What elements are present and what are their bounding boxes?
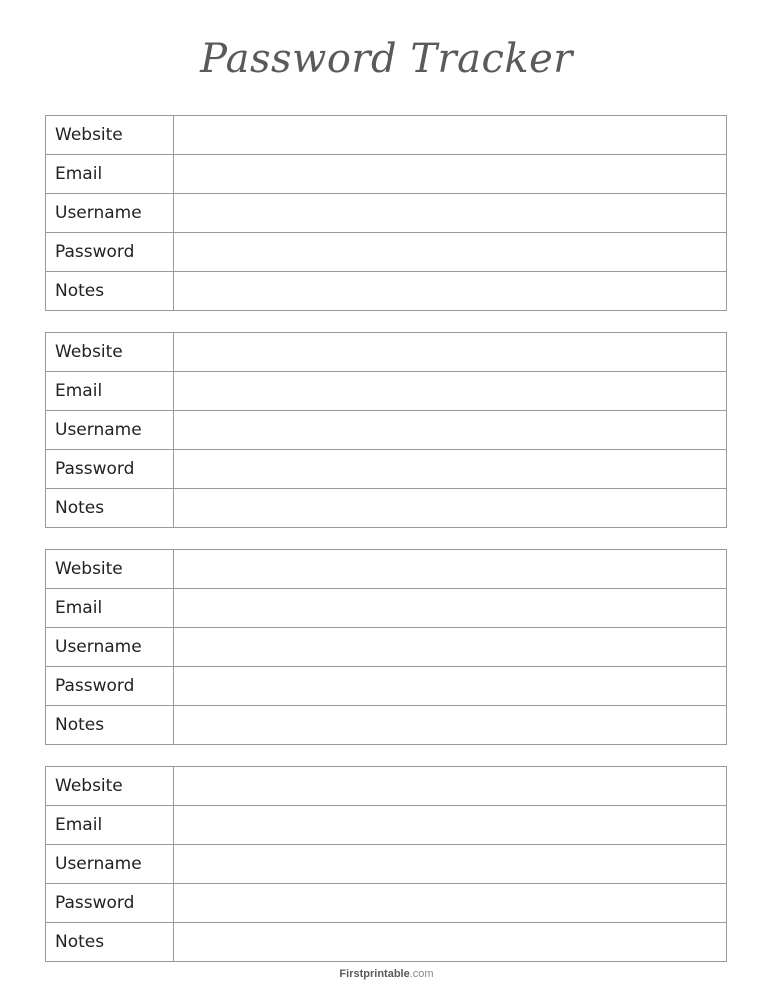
field-label: Website <box>46 767 174 805</box>
entry-row-email <box>46 805 726 844</box>
username-field[interactable] <box>174 628 726 666</box>
field-label: Email <box>46 155 174 193</box>
field-label: Email <box>46 589 174 627</box>
username-field[interactable] <box>174 411 726 449</box>
field-label: Notes <box>46 489 174 527</box>
entry-row-email <box>46 371 726 410</box>
entry-row-password <box>46 666 726 705</box>
notes-field[interactable] <box>174 272 726 310</box>
notes-field[interactable] <box>174 923 726 961</box>
field-label: Username <box>46 628 174 666</box>
entry-row-password <box>46 883 726 922</box>
entry-row-username <box>46 410 726 449</box>
website-field[interactable] <box>174 550 726 588</box>
entry-row-notes <box>46 922 726 961</box>
entry-row-notes <box>46 271 726 310</box>
username-field[interactable] <box>174 845 726 883</box>
entry-row-website <box>46 550 726 588</box>
username-field[interactable] <box>174 194 726 232</box>
field-label: Website <box>46 333 174 371</box>
email-field[interactable] <box>174 806 726 844</box>
website-field[interactable] <box>174 116 726 154</box>
footer-domain: .com <box>409 968 434 980</box>
notes-field[interactable] <box>174 489 726 527</box>
field-label: Notes <box>46 706 174 744</box>
entry-row-website <box>46 333 726 371</box>
entry-row-notes <box>46 488 726 527</box>
field-label: Website <box>46 116 174 154</box>
entry-row-email <box>46 154 726 193</box>
email-field[interactable] <box>174 155 726 193</box>
entry-row-email <box>46 588 726 627</box>
password-field[interactable] <box>174 450 726 488</box>
field-label: Website <box>46 550 174 588</box>
page-title: Password Tracker <box>200 36 573 82</box>
field-label: Username <box>46 411 174 449</box>
entry-row-username <box>46 627 726 666</box>
password-entries <box>45 115 727 983</box>
footer-credit <box>0 968 773 980</box>
notes-field[interactable] <box>174 706 726 744</box>
entry-row-website <box>46 116 726 154</box>
field-label: Password <box>46 667 174 705</box>
field-label: Notes <box>46 923 174 961</box>
email-field[interactable] <box>174 372 726 410</box>
footer-brand: Firstprintable <box>339 968 410 980</box>
password-field[interactable] <box>174 233 726 271</box>
entry-row-username <box>46 844 726 883</box>
field-label: Password <box>46 884 174 922</box>
entry-row-username <box>46 193 726 232</box>
entry-block-4 <box>45 766 727 962</box>
entry-block-3 <box>45 549 727 745</box>
website-field[interactable] <box>174 767 726 805</box>
entry-block-1 <box>45 115 727 311</box>
entry-row-password <box>46 449 726 488</box>
field-label: Password <box>46 233 174 271</box>
entry-row-website <box>46 767 726 805</box>
field-label: Username <box>46 194 174 232</box>
field-label: Email <box>46 806 174 844</box>
entry-row-password <box>46 232 726 271</box>
field-label: Email <box>46 372 174 410</box>
email-field[interactable] <box>174 589 726 627</box>
website-field[interactable] <box>174 333 726 371</box>
password-field[interactable] <box>174 667 726 705</box>
entry-row-notes <box>46 705 726 744</box>
field-label: Password <box>46 450 174 488</box>
password-field[interactable] <box>174 884 726 922</box>
field-label: Username <box>46 845 174 883</box>
field-label: Notes <box>46 272 174 310</box>
entry-block-2 <box>45 332 727 528</box>
